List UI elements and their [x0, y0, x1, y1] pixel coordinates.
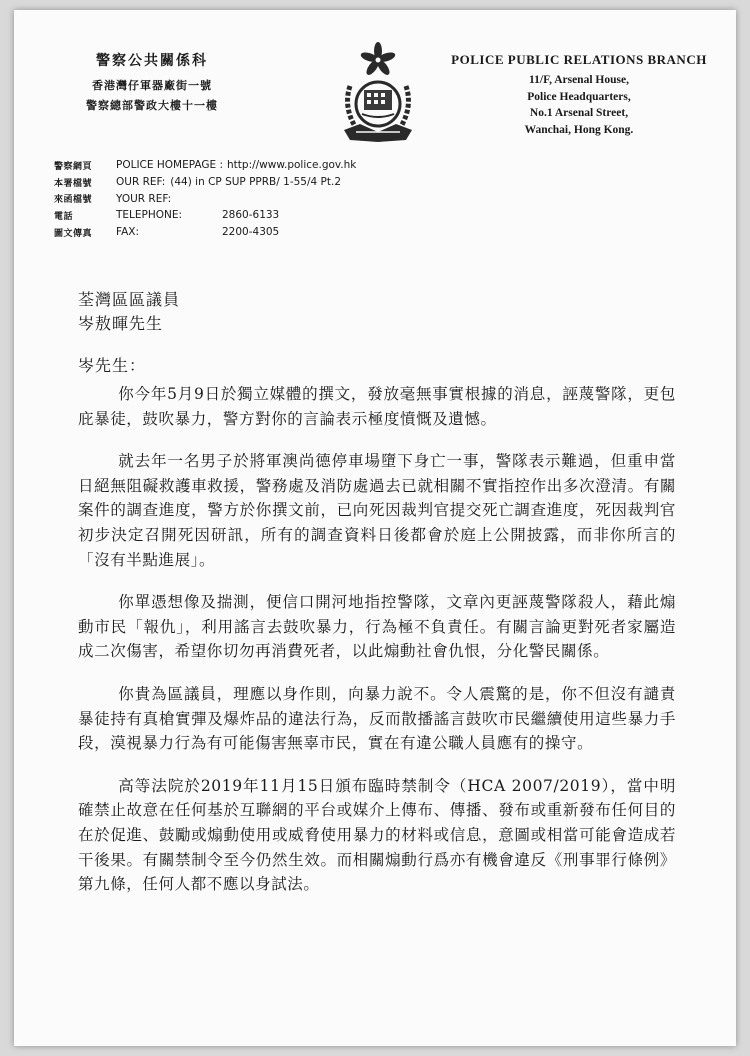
address-cn-line-1: 香港灣仔軍器廠街一號	[92, 79, 212, 92]
recipient-block	[78, 288, 678, 336]
address-en-line-4: Wanchai, Hong Kong.	[524, 123, 634, 136]
ref-label-cn: 來函檔號	[54, 195, 93, 206]
ref-row-telephone	[54, 207, 574, 224]
department-name-cn: 警察公共關係科	[96, 53, 208, 69]
ref-label-cn: 圖文傳真	[54, 228, 93, 239]
body-paragraph-2: 就去年一名男子於將軍澳尚德停車場墮下身亡一事，警隊表示難過，但重申當日絕無阻礙救護車救援，警務處及消防處過去已就相關不實指控作出多次澄清。有關案件的調查進度，警方於你撰文前，已向死因裁判官提交死亡調查進度，死因裁判官初步決定召開死因研訊，所有的調查資料日後都會於庭上公開披露，而非你所言的「沒有半點進展」。	[78, 452, 676, 569]
letter-body	[78, 382, 676, 915]
ref-label-en: YOUR REF:	[116, 192, 172, 205]
telephone-value: 2860-6133	[222, 209, 280, 222]
ref-label-en: OUR REF:	[116, 176, 166, 189]
letter-page	[14, 10, 736, 1046]
ref-label-en: FAX:	[116, 226, 139, 239]
body-paragraph-5: 高等法院於2019年11月15日頒布臨時禁制令（HCA 2007/2019），當中明確禁止故意在任何基於互聯網的平台或媒介上傳布、傳播、發布或重新發布任何目的在於促進、鼓勵或煽動使用或威脅使用暴力的材料或信息，意圖或相當可能會造成若干後果。有關禁制令至今仍然生效。而相關煽動行爲亦有機會違反《刑事罪行條例》第九條，任何人都不應以身試法。	[78, 776, 676, 894]
ref-label-cn: 電話	[54, 211, 74, 222]
address-en-line-1: 11/F, Arsenal House,	[529, 74, 629, 86]
recipient-name: 岑敖暉先生	[78, 314, 164, 333]
recipient-title: 荃灣區區議員	[78, 290, 181, 309]
ref-label-cn: 本署檔號	[54, 178, 93, 189]
letterhead-english	[434, 52, 724, 138]
letterhead-chinese	[62, 50, 242, 116]
body-paragraph-3: 你單憑想像及揣測，便信口開河地指控警隊，文章內更誣蔑警隊殺人，藉此煽動市民「報仇」，利用謠言去鼓吹暴力，行為極不負責任。有關言論更對死者家屬造成二次傷害，希望你切勿再消費死者，以此煽動社會仇恨，分化警民關係。	[78, 593, 676, 661]
fax-value: 2200-4305	[222, 226, 280, 239]
body-paragraph-4: 你貴為區議員，理應以身作則，向暴力說不。令人震驚的是，你不但沒有譴責暴徒持有真槍實彈及爆炸品的違法行為，反而散播謠言鼓吹市民繼續使用這些暴力手段，漠視暴力行為有可能傷害無辜市民，實在有違公職人員應有的操守。	[78, 684, 676, 753]
ref-label-cn: 警察網頁	[54, 161, 93, 172]
address-cn-line-2: 警察總部警政大樓十一樓	[86, 99, 218, 112]
department-name-en: POLICE PUBLIC RELATIONS BRANCH	[451, 52, 707, 67]
ref-row-your-ref	[54, 190, 574, 207]
homepage-link: http://www.police.gov.hk	[227, 159, 357, 172]
ref-label-en: TELEPHONE:	[116, 209, 183, 222]
salutation: 岑先生：	[78, 356, 147, 375]
ref-row-fax	[54, 224, 574, 241]
body-paragraph-1: 你今年5月9日於獨立媒體的撰文，發放毫無事實根據的消息，誣蔑警隊，更包庇暴徒，鼓吹暴力，警方對你的言論表示極度憤慨及遺憾。	[78, 385, 676, 428]
our-ref-value: (44) in CP SUP PPRB/ 1-55/4 Pt.2	[170, 176, 341, 189]
ref-row-homepage	[54, 157, 574, 174]
reference-block	[54, 157, 574, 240]
address-en-line-2: Police Headquarters,	[527, 90, 631, 103]
police-crest-icon	[336, 40, 420, 148]
ref-row-our-ref	[54, 174, 574, 191]
address-en-line-3: No.1 Arsenal Street,	[529, 107, 629, 119]
ref-label-en: POLICE HOMEPAGE :	[116, 159, 224, 172]
